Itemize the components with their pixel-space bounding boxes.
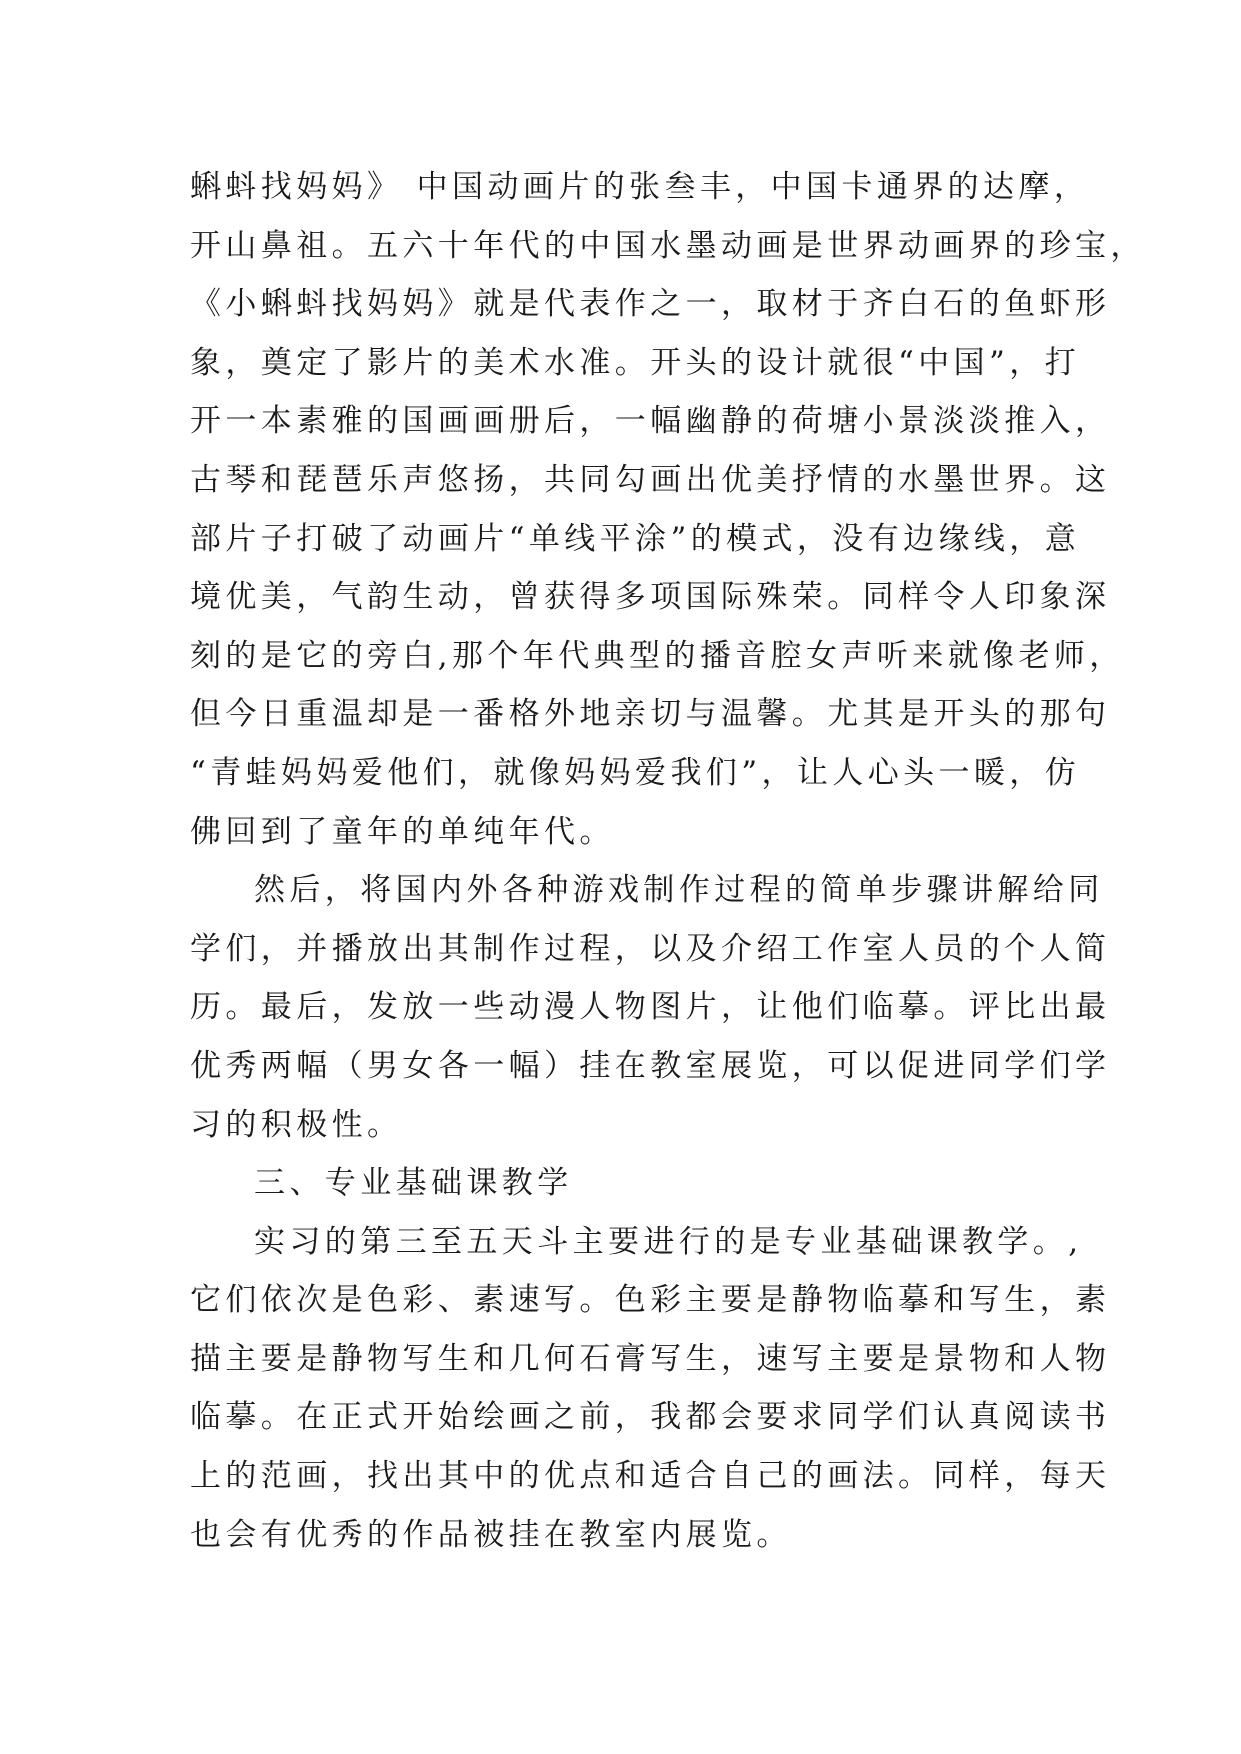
text-line: 描主要是静物写生和几何石膏写生，速写主要是景物和人物	[190, 1340, 1111, 1377]
text-line: 刻的是它的旁白,那个年代典型的播音腔女声听来就像老师，	[190, 637, 1125, 674]
text-line: 但今日重温却是一番格外地亲切与温馨。尤其是开头的那句	[190, 696, 1111, 733]
body-text	[190, 158, 1146, 1564]
text-line: 开山鼻祖。五六十年代的中国水墨动画是世界动画界的珍宝，	[190, 227, 1146, 264]
text-line: 历。最后，发放一些动漫人物图片，让他们临摹。评比出最	[190, 989, 1111, 1026]
paragraph-start-line: 然后，将国内外各种游戏制作过程的简单步骤讲解给同	[254, 872, 1104, 909]
text-line: 习的积极性。	[190, 1106, 403, 1143]
text-line: 临摹。在正式开始绘画之前，我都会要求同学们认真阅读书	[190, 1399, 1111, 1436]
text-line: 境优美，气韵生动，曾获得多项国际殊荣。同样令人印象深	[190, 579, 1111, 616]
text-line: 蝌蚪找妈妈》 中国动画片的张叁丰，中国卡通界的达摩，	[190, 169, 1090, 205]
paragraph-start-line: 实习的第三至五天斗主要进行的是专业基础课教学。,	[254, 1223, 1083, 1260]
text-line: “青蛙妈妈爱他们，就像妈妈爱我们”，让人心头一暖，仿	[190, 754, 1081, 791]
text-line: 古琴和琵琶乐声悠扬，共同勾画出优美抒情的水墨世界。这	[190, 461, 1111, 498]
text-line: 佛回到了童年的单纯年代。	[190, 813, 615, 850]
text-line: 《小蝌蚪找妈妈》就是代表作之一，取材于齐白石的鱼虾形	[190, 286, 1111, 323]
text-line: 优秀两幅（男女各一幅）挂在教室展览，可以促进同学们学	[190, 1047, 1111, 1084]
text-line: 它们依次是色彩、素速写。色彩主要是静物临摹和写生，素	[190, 1282, 1111, 1319]
text-line: 部片子打破了动画片“单线平涂”的模式，没有边缘线，意	[190, 520, 1081, 557]
text-line: 开一本素雅的国画画册后，一幅幽静的荷塘小景淡淡推入，	[190, 403, 1111, 440]
section-heading: 三、专业基础课教学	[254, 1165, 573, 1202]
text-line: 也会有优秀的作品被挂在教室内展览。	[190, 1516, 792, 1553]
text-line: 象，奠定了影片的美术水准。开头的设计就很“中国”，打	[190, 344, 1081, 381]
text-line: 学们，并播放出其制作过程，以及介绍工作室人员的个人简	[190, 930, 1111, 967]
text-line: 上的范画，找出其中的优点和适合自己的画法。同样，每天	[190, 1458, 1111, 1495]
